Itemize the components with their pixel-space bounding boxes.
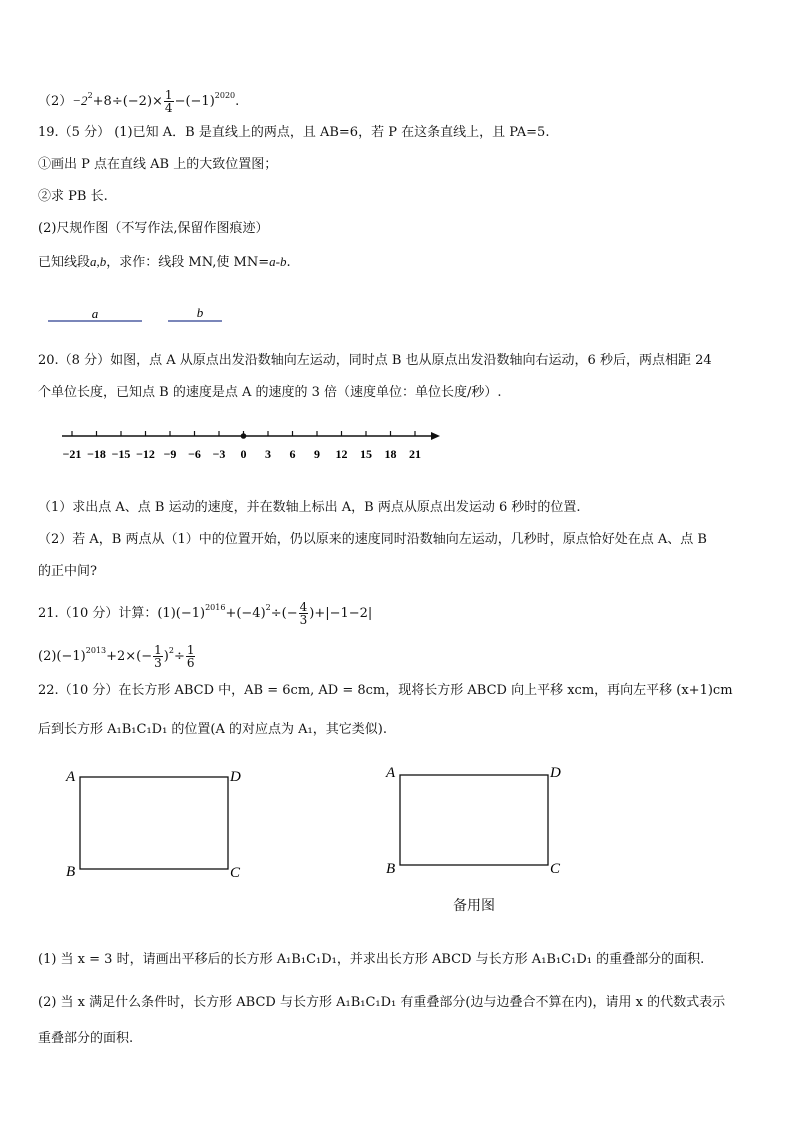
- spare-figure-caption: 备用图: [453, 898, 495, 914]
- q20-line2: 个单位长度，已知点 B 的速度是点 A 的速度的 3 倍（速度单位：单位长度/秒）.: [38, 385, 502, 400]
- tick-label: −21: [62, 447, 82, 461]
- fraction-one-quarter: $\frac{1}{4}$: [164, 88, 173, 115]
- tick-label: −3: [212, 447, 226, 461]
- fraction-one-third: $\frac{1}{3}$: [154, 643, 162, 670]
- tick-label: 0: [240, 447, 247, 461]
- tick-label: 9: [314, 447, 320, 461]
- number-line: [50, 420, 450, 470]
- svg-text:C: C: [550, 861, 561, 877]
- rectangle-abcd-figure: [60, 760, 260, 885]
- q21-line2: $(2)(-1)^{2013}+2\times(-$ $\frac{1}{3}$ )$^2$÷ $\frac{1}{6}$: [38, 643, 195, 670]
- fraction-one-sixth: $\frac{1}{6}$: [186, 643, 195, 670]
- tick-label: 15: [360, 447, 372, 461]
- q20-part2-b: 的正中间?: [38, 564, 97, 579]
- q22-part1: (1) 当 x = 3 时，请画出平移后的长方形 A₁B₁C₁D₁，并求出长方形 ABCD 与长方形 A₁B₁C₁D₁ 的重叠部分的面积.: [38, 952, 705, 967]
- svg-text:A: A: [66, 769, 76, 785]
- svg-text:C: C: [230, 865, 241, 881]
- segment-a-label: a: [91, 306, 99, 321]
- q19-step1: ①画出 P 点在直线 AB 上的大致位置图；: [38, 157, 278, 172]
- svg-text:A: A: [386, 765, 396, 781]
- q19-heading: 19.（5 分） (1)已知 A．B 是直线上的两点，且 AB=6，若 P 在这条直线上，且 PA=5.: [38, 125, 550, 140]
- q20-part2-a: （2）若 A，B 两点从（1）中的位置开始，仍以原来的速度同时沿数轴向左运动，几秒时，原点恰好处在点 A、点 B: [38, 532, 707, 547]
- tick-label: −18: [87, 447, 106, 461]
- q19-given: 已知线段a,b，求作：线段 MN,使 MN=a-b.: [38, 254, 291, 270]
- q21-line1: 21.（10 分）计算：$(1)(-1)^{2016}+(-4)^2\div(-$ $\frac{4}{3}$ )+|−1−2|: [38, 600, 373, 627]
- q19-part2: (2)尺规作图（不写作法,保留作图痕迹）: [38, 221, 269, 236]
- svg-text:D: D: [230, 769, 241, 785]
- tick-label: −9: [163, 447, 177, 461]
- q22-line2: 后到长方形 A₁B₁C₁D₁ 的位置(A 的对应点为 A₁，其它类似).: [38, 722, 387, 737]
- q22-part2-a: (2) 当 x 满足什么条件时，长方形 ABCD 与长方形 A₁B₁C₁D₁ 有重叠部分(边与边叠合不算在内)，请用 x 的代数式表示: [38, 995, 726, 1010]
- q22-line1: 22.（10 分）在长方形 ABCD 中，AB = 6cm, AD = 8cm，现将长方形 ABCD 向上平移 xcm，再向左平移 (x+1)cm: [38, 683, 733, 698]
- segment-b-label: b: [196, 305, 204, 320]
- tick-label: 18: [384, 447, 397, 461]
- origin-dot: [241, 433, 247, 439]
- tick-label: −15: [111, 447, 131, 461]
- fraction-four-thirds: $\frac{4}{3}$: [299, 600, 308, 627]
- tick-label: 12: [335, 447, 348, 461]
- q18-part2-expression: $(2)-2^2+8\div(-2)\times$ $\frac{1}{4}$ $-(-1)^{2020}$.: [38, 88, 240, 115]
- tick-label: −12: [136, 447, 155, 461]
- tick-label: 6: [289, 447, 296, 461]
- rectangle-spare-figure: [380, 758, 580, 883]
- svg-text:B: B: [386, 861, 396, 877]
- svg-text:D: D: [550, 765, 561, 781]
- tick-label: 21: [409, 447, 421, 461]
- q22-part2-b: 重叠部分的面积.: [38, 1031, 134, 1046]
- tick-label: 3: [265, 447, 271, 461]
- tick-label: −6: [188, 447, 201, 461]
- q19-step2: ②求 PB 长.: [38, 189, 108, 204]
- q20-line1: 20.（8 分）如图，点 A 从原点出发沿数轴向左运动，同时点 B 也从原点出发沿数轴向右运动，6 秒后，两点相距 24: [38, 353, 712, 368]
- q20-part1: （1）求出点 A、点 B 运动的速度，并在数轴上标出 A，B 两点从原点出发运动 6 秒时的位置.: [38, 500, 581, 515]
- svg-text:B: B: [66, 864, 76, 880]
- q19-segments: [40, 300, 240, 330]
